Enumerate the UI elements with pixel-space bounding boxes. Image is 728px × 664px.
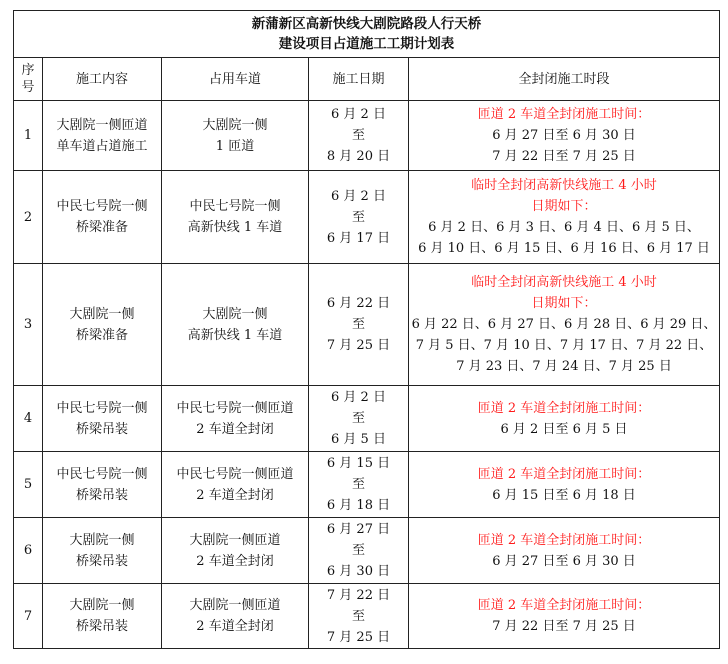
construction-content-line: 桥梁吊装 [75,553,128,569]
lane-line: 2 车道全封闭 [196,421,274,437]
row-number: 3 [14,264,43,386]
construction-content-line: 大剧院一侧 [69,598,135,613]
lane-cell [162,264,309,386]
row-number: 5 [14,452,43,518]
closure-period-cell [409,584,720,649]
date-line: 至 [351,477,365,492]
closure-notice-line: 日期如下： [531,296,597,311]
construction-content-line: 中民七号院一侧 [56,199,148,214]
construction-content-line: 桥梁准备 [75,327,128,343]
date-line: 至 [351,543,365,558]
column-header-lane: 占用车道 [162,58,309,101]
lane-cell [162,386,309,452]
title-line-2: 建设项目占道施工工期计划表 [278,36,455,52]
column-header-content: 施工内容 [43,58,162,101]
date-line: 6 月 30 日 [326,564,391,579]
table-row [14,171,720,264]
date-line: 至 [351,209,365,225]
construction-content-line: 桥梁吊装 [75,421,128,437]
construction-content-cell [43,518,162,584]
row-number: 1 [14,101,43,171]
construction-content-cell [43,452,162,518]
construction-schedule-table [13,10,720,649]
lane-cell [162,171,309,264]
construction-content-line: 桥梁吊装 [75,619,128,634]
closure-date-line: 6 月 22 日、6 月 27 日、6 月 28 日、6 月 29 日、 [411,317,717,332]
lane-line: 2 车道全封闭 [196,619,274,634]
date-line: 6 月 15 日 [326,456,391,471]
closure-notice-line: 匝道 2 车道全封闭施工时间： [477,400,651,416]
construction-content-line: 中民七号院一侧 [56,466,148,482]
lane-cell [162,452,309,518]
lane-cell [162,584,309,649]
lane-line: 高新快线 1 车道 [187,220,283,235]
closure-notice-line: 匝道 2 车道全封闭施工时间： [477,107,651,122]
lane-line: 1 匝道 [215,138,255,154]
closure-date-line: 6 月 2 日至 6 月 5 日 [500,421,628,437]
date-range-cell [309,171,409,264]
lane-cell [162,518,309,584]
date-line: 6 月 18 日 [326,498,391,513]
construction-content-cell [43,171,162,264]
table-row [14,264,720,386]
lane-line: 大剧院一侧匝道 [189,598,281,613]
lane-line: 大剧院一侧 [202,306,268,322]
closure-notice-line: 匝道 2 车道全封闭施工时间： [477,532,651,548]
date-line: 至 [351,317,365,332]
date-range-cell [309,518,409,584]
date-range-cell [309,264,409,386]
closure-notice-line: 临时全封闭高新快线施工 4 小时 [471,275,657,290]
date-line: 6 月 2 日 [331,390,386,405]
construction-content-cell [43,584,162,649]
closure-date-line: 6 月 27 日至 6 月 30 日 [492,128,636,143]
date-range-cell [309,101,409,171]
row-number: 6 [14,518,43,584]
construction-content-cell [43,101,162,171]
table-row [14,101,720,171]
date-range-cell [309,452,409,518]
closure-period-cell [409,264,720,386]
lane-line: 中民七号院一侧匝道 [176,466,294,482]
lane-cell [162,101,309,171]
closure-date-line: 6 月 15 日至 6 月 18 日 [492,487,636,503]
closure-date-line: 6 月 27 日至 6 月 30 日 [492,553,636,569]
construction-content-line: 大剧院一侧 [69,532,135,548]
closure-notice-line: 匝道 2 车道全封闭施工时间： [477,466,651,482]
row-number: 2 [14,171,43,264]
date-line: 6 月 22 日 [326,296,391,311]
construction-content-cell [43,386,162,452]
table-title [14,11,720,58]
row-number: 4 [14,386,43,452]
closure-period-cell [409,518,720,584]
date-line: 8 月 20 日 [326,149,391,164]
construction-content-cell [43,264,162,386]
schedule-sheet [13,10,720,649]
construction-content-line: 桥梁准备 [75,220,128,235]
lane-line: 2 车道全封闭 [196,487,274,503]
closure-notice-line: 匝道 2 车道全封闭施工时间： [477,598,651,613]
lane-line: 中民七号院一侧匝道 [176,400,294,416]
construction-content-line: 大剧院一侧 [69,306,135,322]
date-line: 至 [351,411,365,426]
table-row [14,518,720,584]
column-header-date: 施工日期 [309,58,409,101]
closure-date-line: 6 月 2 日、6 月 3 日、6 月 4 日、6 月 5 日、 [428,220,700,235]
table-row [14,584,720,649]
lane-line: 大剧院一侧 [202,117,268,133]
date-line: 6 月 2 日 [331,107,386,122]
closure-period-cell [409,101,720,171]
date-line: 至 [351,128,365,143]
title-line-1: 新蒲新区高新快线大剧院路段人行天桥 [251,16,482,32]
construction-content-line: 大剧院一侧匝道 [56,117,148,133]
lane-line: 中民七号院一侧 [189,199,281,214]
closure-date-line: 7 月 5 日、7 月 10 日、7 月 17 日、7 月 22 日、 [415,338,713,353]
closure-period-cell [409,386,720,452]
lane-line: 大剧院一侧匝道 [189,532,281,548]
date-line: 至 [351,608,365,624]
date-line: 7 月 25 日 [326,338,391,353]
closure-notice-line: 日期如下： [531,199,597,214]
table-row [14,386,720,452]
date-line: 6 月 17 日 [326,230,391,246]
date-line: 6 月 2 日 [331,188,386,204]
closure-period-cell [409,452,720,518]
date-range-cell [309,386,409,452]
column-header-number: 序 号 [14,58,43,101]
construction-content-line: 单车道占道施工 [56,138,148,154]
closure-date-line: 7 月 23 日、7 月 24 日、7 月 25 日 [456,359,672,374]
closure-date-line: 6 月 10 日、6 月 15 日、6 月 16 日、6 月 17 日 [418,241,710,256]
closure-date-line: 7 月 22 日至 7 月 25 日 [492,149,636,164]
date-line: 7 月 22 日 [326,587,391,603]
row-number: 7 [14,584,43,649]
construction-content-line: 中民七号院一侧 [56,400,148,416]
date-line: 6 月 5 日 [331,432,386,447]
closure-period-cell [409,171,720,264]
construction-content-line: 桥梁吊装 [75,487,128,503]
date-range-cell [309,584,409,649]
table-row [14,452,720,518]
lane-line: 高新快线 1 车道 [187,327,283,343]
closure-date-line: 7 月 22 日至 7 月 25 日 [492,619,636,634]
date-line: 6 月 27 日 [326,522,391,537]
date-line: 7 月 25 日 [326,629,391,645]
lane-line: 2 车道全封闭 [196,553,274,569]
closure-notice-line: 临时全封闭高新快线施工 4 小时 [471,178,657,193]
column-header-closure: 全封闭施工时段 [409,58,720,101]
header-row [14,58,720,101]
